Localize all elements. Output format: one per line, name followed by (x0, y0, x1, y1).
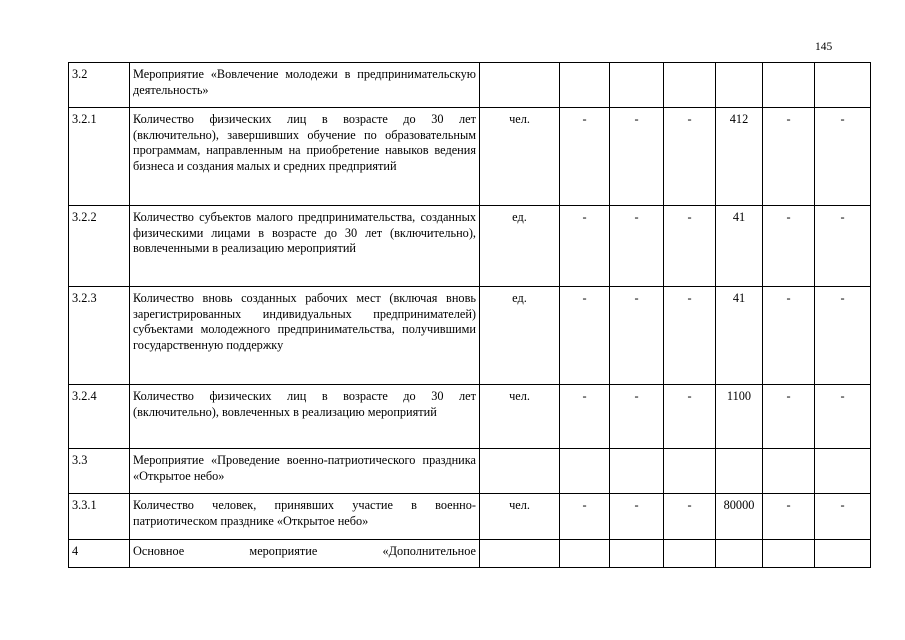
value-cell: - (610, 108, 664, 206)
value-cell: - (815, 385, 871, 449)
row-number: 3.3 (69, 449, 130, 494)
value-cell: - (815, 206, 871, 287)
row-number: 3.2.4 (69, 385, 130, 449)
value-cell: - (560, 287, 610, 385)
value-cell (716, 540, 763, 568)
value-cell (763, 449, 815, 494)
value-cell (763, 63, 815, 108)
value-cell: - (763, 108, 815, 206)
value-cell: - (610, 494, 664, 540)
table-row (69, 287, 871, 385)
row-description: Количество человек, принявших участие в военно-патриотическом празднике «Открытое небо» (130, 494, 480, 540)
value-cell: 1100 (716, 385, 763, 449)
value-cell: - (560, 206, 610, 287)
value-cell: - (763, 385, 815, 449)
value-cell (664, 449, 716, 494)
value-cell: - (610, 206, 664, 287)
row-number: 4 (69, 540, 130, 568)
value-cell (815, 540, 871, 568)
row-number: 3.2 (69, 63, 130, 108)
table-row (69, 63, 871, 108)
value-cell: - (560, 385, 610, 449)
value-cell: - (664, 206, 716, 287)
value-cell (815, 63, 871, 108)
value-cell: 41 (716, 206, 763, 287)
value-cell: - (560, 494, 610, 540)
value-cell: - (664, 494, 716, 540)
value-cell: 412 (716, 108, 763, 206)
value-cell (560, 540, 610, 568)
table-row (69, 385, 871, 449)
value-cell: - (763, 287, 815, 385)
row-number: 3.2.1 (69, 108, 130, 206)
unit-cell: ед. (480, 287, 560, 385)
unit-cell: чел. (480, 108, 560, 206)
unit-cell (480, 449, 560, 494)
indicators-table (68, 62, 871, 568)
unit-cell (480, 540, 560, 568)
value-cell (664, 63, 716, 108)
value-cell: - (815, 494, 871, 540)
value-cell: 41 (716, 287, 763, 385)
value-cell (664, 540, 716, 568)
value-cell: - (664, 108, 716, 206)
value-cell (815, 449, 871, 494)
row-description: Количество физических лиц в возрасте до 30 лет (включительно), вовлеченных в реализацию мероприятий (130, 385, 480, 449)
value-cell: - (815, 108, 871, 206)
page-number: 145 (815, 41, 833, 53)
value-cell (610, 63, 664, 108)
row-description: Количество субъектов малого предпринимательства, созданных физическими лицами в возрасте до 30 лет (включительно), вовлеченными в реализацию мероприятий (130, 206, 480, 287)
table-row (69, 540, 871, 568)
row-description: Основное мероприятие «Дополнительное (130, 540, 480, 568)
value-cell: - (815, 287, 871, 385)
value-cell: - (560, 108, 610, 206)
value-cell: - (763, 494, 815, 540)
value-cell (716, 63, 763, 108)
value-cell (560, 449, 610, 494)
value-cell: - (763, 206, 815, 287)
unit-cell (480, 63, 560, 108)
value-cell: - (664, 287, 716, 385)
value-cell (716, 449, 763, 494)
value-cell (560, 63, 610, 108)
value-cell (610, 540, 664, 568)
value-cell: 80000 (716, 494, 763, 540)
table-row (69, 108, 871, 206)
row-number: 3.2.2 (69, 206, 130, 287)
value-cell: - (610, 385, 664, 449)
value-cell (610, 449, 664, 494)
table-row (69, 494, 871, 540)
unit-cell: чел. (480, 494, 560, 540)
unit-cell: чел. (480, 385, 560, 449)
table-row (69, 449, 871, 494)
row-description: Количество вновь созданных рабочих мест (включая вновь зарегистрированных индивидуальных предпринимателей) субъектами молодежного предпринимательства, получившими государственную поддержку (130, 287, 480, 385)
table-row (69, 206, 871, 287)
row-description: Количество физических лиц в возрасте до 30 лет (включительно), завершивших обучение по образовательным программам, направленным на приобретение навыков ведения бизнеса и создания малых и средних предприятий (130, 108, 480, 206)
value-cell (763, 540, 815, 568)
row-description: Мероприятие «Проведение военно-патриотического праздника «Открытое небо» (130, 449, 480, 494)
row-number: 3.3.1 (69, 494, 130, 540)
row-description: Мероприятие «Вовлечение молодежи в предпринимательскую деятельность» (130, 63, 480, 108)
unit-cell: ед. (480, 206, 560, 287)
value-cell: - (610, 287, 664, 385)
value-cell: - (664, 385, 716, 449)
row-number: 3.2.3 (69, 287, 130, 385)
